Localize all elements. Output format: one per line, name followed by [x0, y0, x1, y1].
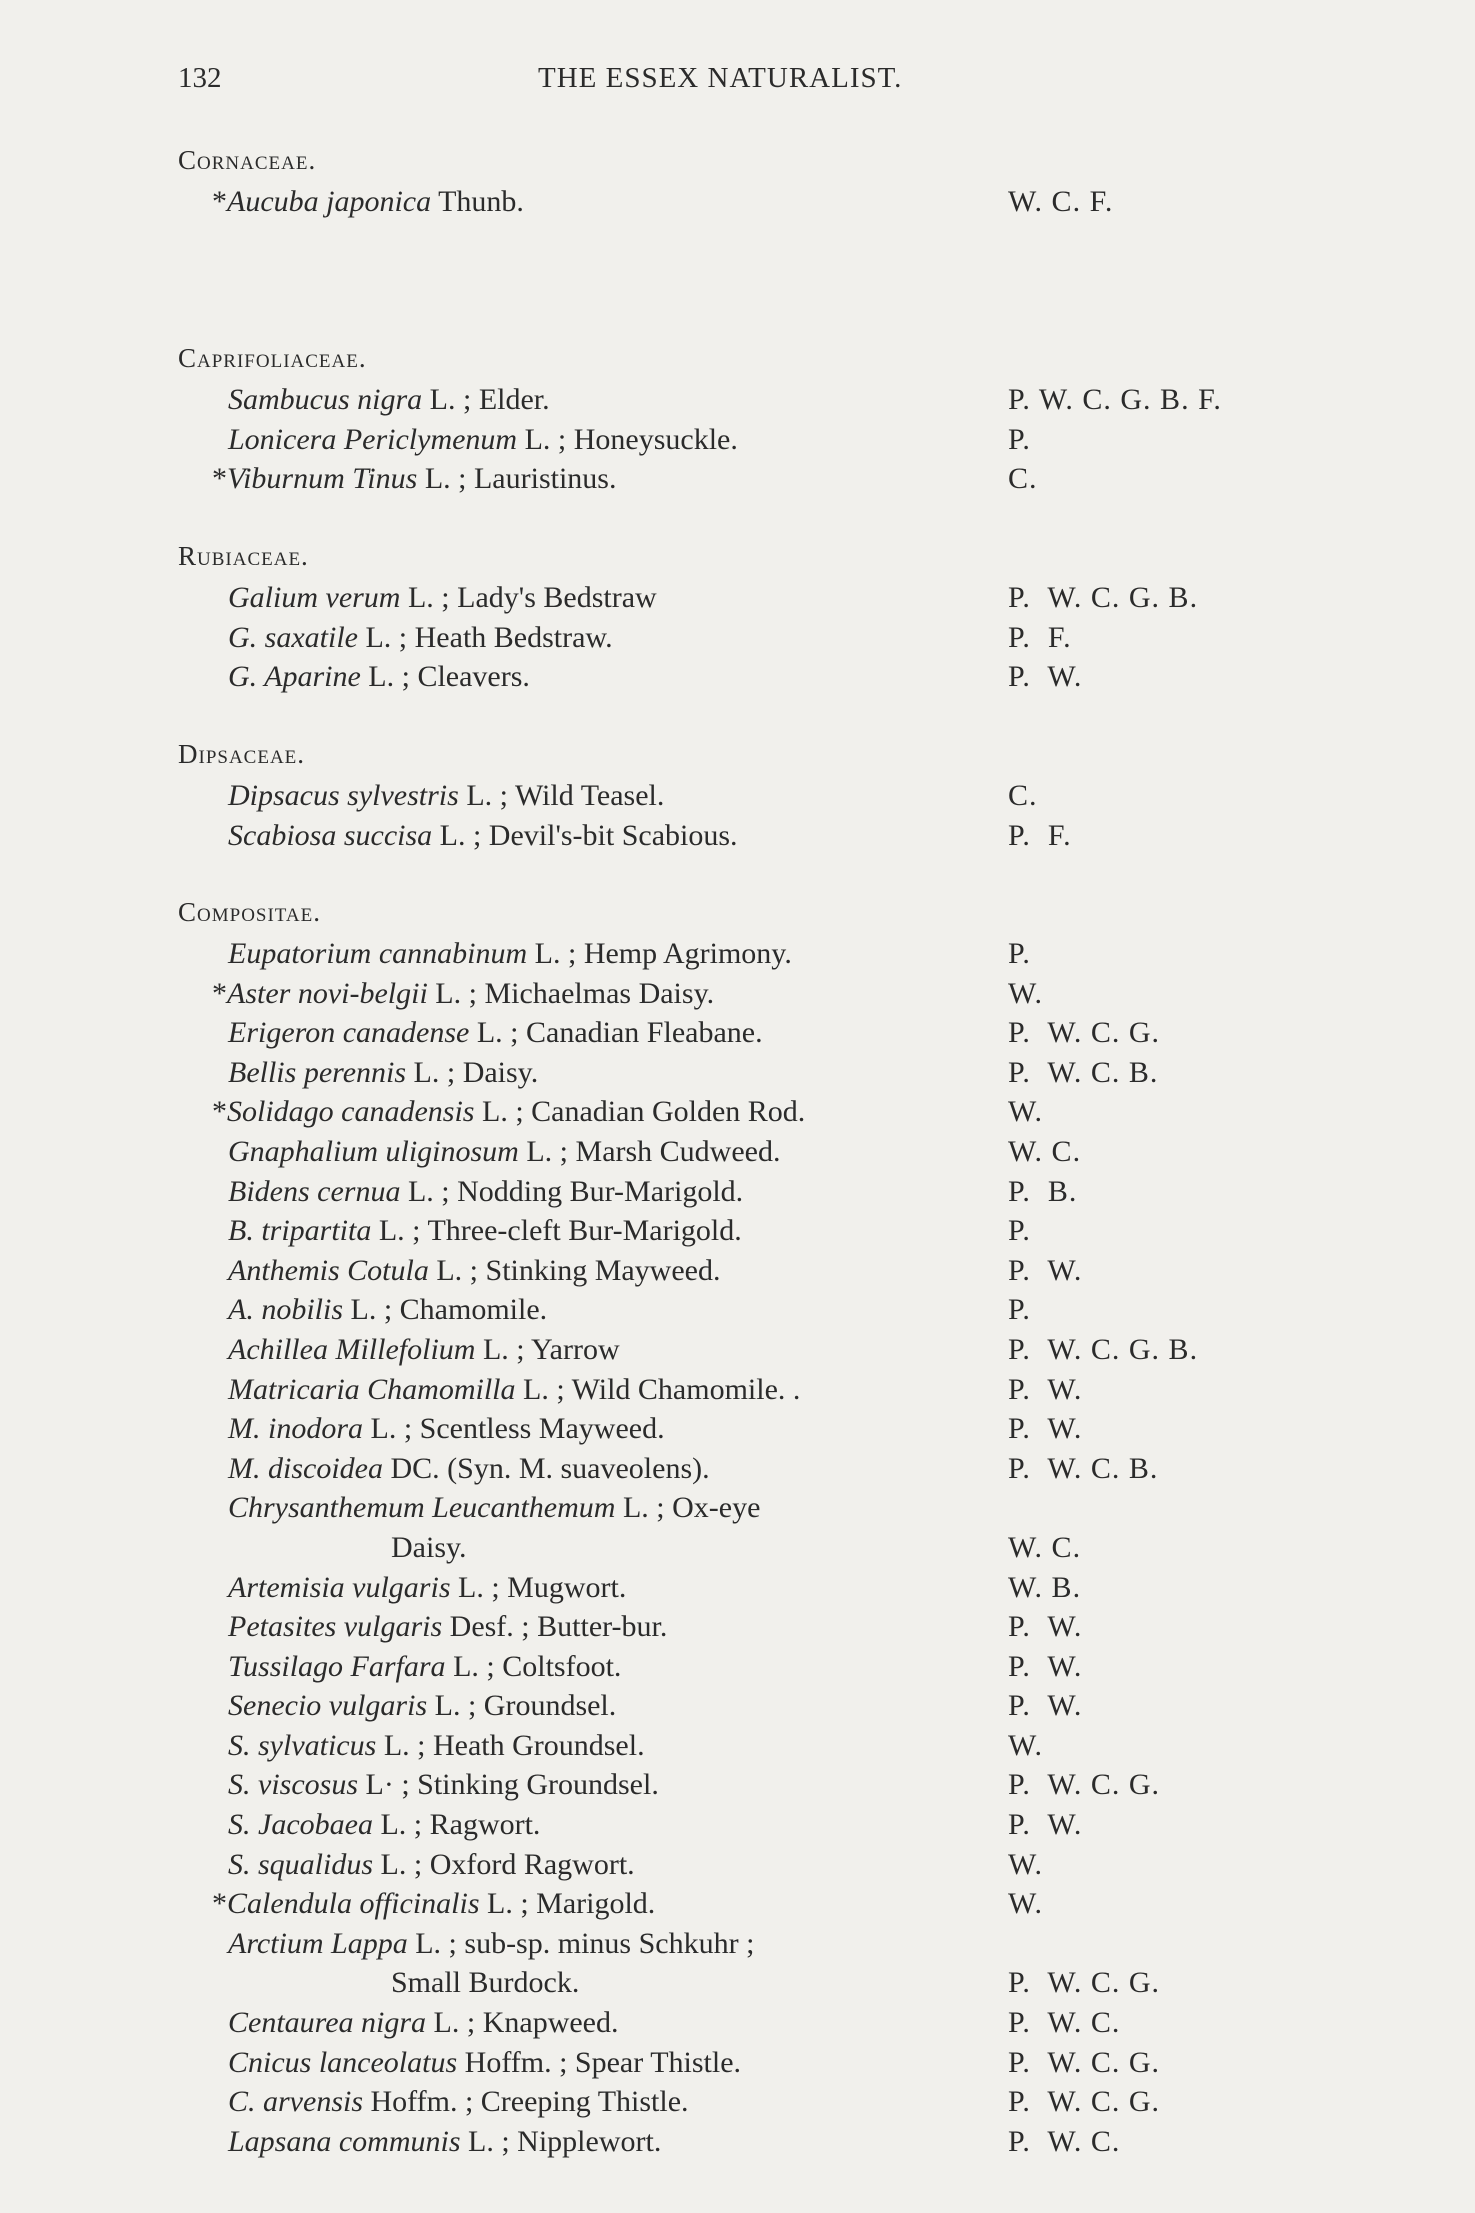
authority-common-name: L. ; Marigold. — [479, 1887, 656, 1921]
species-row — [0, 1370, 1475, 1410]
species-row — [0, 974, 1475, 1014]
species-name — [228, 934, 1008, 974]
page-header — [178, 62, 1178, 112]
locality-codes: P. W. — [1008, 1808, 1083, 1842]
locality-codes: C. — [1008, 462, 1038, 496]
authority-common-name: L. ; Heath Groundsel. — [376, 1728, 645, 1762]
authority-common-name: Thunb. — [431, 185, 524, 218]
species-row — [0, 1330, 1475, 1370]
species-row — [0, 1013, 1475, 1053]
authority-common-name: L. ; Ragwort. — [372, 1808, 541, 1842]
species-row — [0, 1568, 1475, 1608]
locality-codes: P. W. C. G. B. — [1008, 581, 1199, 614]
species-row — [0, 1924, 1475, 2003]
locality-codes: P. — [1008, 422, 1031, 456]
species-name — [228, 1251, 1008, 1291]
species-row — [0, 2043, 1475, 2083]
authority-common-name: L. ; Scentless Mayweed. — [363, 1412, 665, 1446]
authority-common-name: L. ; Oxford Ragwort. — [373, 1847, 635, 1881]
species-name — [228, 1607, 1008, 1647]
binomial: B. tripartita — [228, 1214, 372, 1248]
species-row — [0, 2003, 1475, 2043]
binomial: M. inodora — [228, 1412, 363, 1446]
species-row — [0, 2122, 1475, 2162]
authority-common-name: L· ; Stinking Groundsel. — [358, 1768, 659, 1802]
species-name — [228, 1845, 1008, 1885]
authority-common-name: L. ; Marsh Cudweed. — [518, 1134, 781, 1168]
binomial: Aster novi-belgii — [227, 976, 428, 1010]
authority-common-name: Hoffm. ; Creeping Thistle. — [363, 2085, 689, 2119]
species-name — [228, 618, 1008, 658]
species-name — [212, 182, 992, 222]
species-name — [228, 1924, 1008, 2003]
species-row — [0, 1686, 1475, 1726]
authority-common-name: L. ; Groundsel. — [427, 1689, 617, 1723]
species-row — [0, 1053, 1475, 1093]
authority-common-name: L. ; Coltsfoot. — [445, 1649, 622, 1683]
binomial: Arctium Lappa — [228, 1926, 408, 1960]
locality-codes: W. — [1008, 1887, 1044, 1921]
locality-codes: W. B. — [1008, 1570, 1082, 1604]
name-continuation: Small Burdock. — [391, 1966, 580, 2000]
species-name — [228, 1449, 1008, 1489]
species-name — [228, 1132, 1008, 1172]
locality-codes: P. — [1008, 1214, 1031, 1248]
species-name — [228, 380, 1008, 420]
binomial: S. squalidus — [228, 1847, 374, 1881]
species-name — [228, 1053, 1008, 1093]
binomial: G. saxatile — [228, 620, 358, 654]
authority-common-name: L. ; Michaelmas Daisy. — [427, 976, 715, 1010]
locality-codes: P. W. C. G. — [1008, 2045, 1161, 2079]
authority-common-name: L. ; Wild Chamomile. . — [515, 1372, 801, 1406]
locality-codes: P. — [1008, 1293, 1031, 1327]
species-row — [0, 934, 1475, 974]
species-row — [0, 816, 1475, 856]
locality-codes: W. — [1008, 1847, 1044, 1881]
binomial: Viburnum Tinus — [227, 462, 418, 496]
binomial: Cnicus lanceolatus — [228, 2045, 458, 2079]
binomial: C. arvensis — [228, 2085, 363, 2119]
species-name — [228, 1568, 1008, 1608]
binomial: Scabiosa succisa — [228, 818, 433, 852]
species-name — [228, 420, 1008, 460]
species-row — [0, 1884, 1475, 1924]
species-row — [0, 1647, 1475, 1687]
species-row — [0, 420, 1475, 460]
locality-codes: P. W. C. G. — [1008, 2085, 1161, 2119]
binomial: S. Jacobaea — [228, 1808, 373, 1842]
family-heading: Compositae. — [178, 897, 321, 927]
authority-common-name: L. ; Heath Bedstraw. — [357, 620, 613, 654]
species-row — [0, 1251, 1475, 1291]
authority-common-name: L. ; Mugwort. — [450, 1570, 627, 1604]
family-section — [0, 534, 1475, 732]
binomial: Lonicera Periclymenum — [228, 422, 518, 456]
species-row — [0, 1805, 1475, 1845]
binomial: S. sylvaticus — [228, 1728, 377, 1762]
locality-codes: W. C. — [1008, 1530, 1082, 1564]
locality-codes: P. W. C. G. B. F. — [1008, 383, 1222, 416]
locality-codes: P. W. C. B. — [1008, 1451, 1159, 1485]
authority-common-name: L. ; Yarrow — [475, 1332, 620, 1366]
locality-codes: P. W. C. — [1008, 2006, 1121, 2040]
binomial: Sambucus nigra — [228, 383, 423, 416]
species-name — [228, 1805, 1008, 1845]
binomial: Anthemis Cotula — [228, 1253, 429, 1287]
name-continuation: Daisy. — [391, 1530, 467, 1564]
authority-common-name: L. ; Daisy. — [406, 1055, 539, 1089]
binomial: Calendula officinalis — [227, 1887, 480, 1921]
family-section — [0, 138, 1475, 336]
species-name — [228, 578, 1008, 618]
locality-codes: P. F. — [1008, 818, 1072, 852]
family-heading: Caprifoliaceae. — [178, 343, 367, 373]
authority-common-name: L. ; Hemp Agrimony. — [527, 937, 792, 970]
binomial: Galium verum — [228, 581, 401, 614]
locality-codes: P. W. — [1008, 1253, 1083, 1287]
binomial: Senecio vulgaris — [228, 1689, 428, 1723]
species-row — [0, 1409, 1475, 1449]
authority-common-name: L. ; Chamomile. — [343, 1293, 548, 1327]
species-row — [0, 1845, 1475, 1885]
species-row — [0, 459, 1475, 499]
locality-codes: W. — [1008, 1095, 1044, 1129]
binomial: Gnaphalium uliginosum — [228, 1134, 519, 1168]
species-name — [228, 1172, 1008, 1212]
authority-common-name: L. ; Lady's Bedstraw — [400, 581, 657, 614]
binomial: Matricaria Chamomilla — [228, 1372, 516, 1406]
authority-common-name: L. ; Devil's-bit Scabious. — [432, 818, 738, 852]
locality-codes: W. — [1008, 976, 1044, 1010]
binomial: Dipsacus sylvestris — [228, 779, 459, 812]
authority-common-name: L. ; Elder. — [422, 383, 550, 416]
binomial: M. discoidea — [228, 1451, 383, 1485]
locality-codes: P. W. — [1008, 1412, 1083, 1446]
binomial: Lapsana communis — [228, 2124, 461, 2158]
locality-codes: P. W. C. G. B. — [1008, 1332, 1199, 1366]
binomial: Aucuba japonica — [227, 185, 432, 218]
binomial: Centaurea nigra — [228, 2006, 427, 2040]
species-row — [0, 1607, 1475, 1647]
species-name — [228, 2003, 1008, 2043]
binomial: Bidens cernua — [228, 1174, 401, 1208]
binomial: Tussilago Farfara — [228, 1649, 446, 1683]
binomial: Artemisia vulgaris — [228, 1570, 451, 1604]
locality-codes: P. F. — [1008, 620, 1072, 654]
locality-codes: P. W. — [1008, 1372, 1083, 1406]
species-row — [0, 618, 1475, 658]
binomial: Eupatorium cannabinum — [228, 937, 528, 970]
binomial: Erigeron canadense — [228, 1016, 470, 1050]
species-name — [212, 459, 992, 499]
introduced-marker: * — [212, 1095, 227, 1129]
family-heading: Rubiaceae. — [178, 541, 309, 571]
species-name — [212, 1884, 992, 1924]
species-name — [228, 1647, 1008, 1687]
binomial: S. viscosus — [228, 1768, 358, 1802]
authority-common-name: L. ; Canadian Golden Rod. — [474, 1095, 806, 1129]
locality-codes: P. W. — [1008, 1649, 1083, 1683]
locality-codes: P. W. C. G. — [1008, 1768, 1161, 1802]
authority-common-name: DC. (Syn. M. suaveolens). — [382, 1451, 710, 1485]
species-name — [228, 1686, 1008, 1726]
species-row — [0, 1488, 1475, 1567]
species-name — [228, 1409, 1008, 1449]
introduced-marker: * — [212, 462, 227, 496]
authority-common-name: L. ; Wild Teasel. — [458, 779, 665, 812]
species-row — [0, 1172, 1475, 1212]
species-row — [0, 1132, 1475, 1172]
locality-codes: P. W. C. B. — [1008, 1055, 1159, 1089]
binomial: G. Aparine — [228, 660, 361, 694]
locality-codes: P. — [1008, 937, 1031, 970]
locality-codes: P. W. — [1008, 1610, 1083, 1644]
authority-common-name: L. ; Honeysuckle. — [517, 422, 738, 456]
species-row — [0, 380, 1475, 420]
locality-codes: C. — [1008, 779, 1038, 812]
authority-common-name: L. ; Canadian Fleabane. — [469, 1016, 763, 1050]
page-number: 132 — [178, 62, 222, 94]
species-name — [228, 1211, 1008, 1251]
species-row — [0, 1211, 1475, 1251]
authority-common-name: L. ; Three-cleft Bur-Marigold. — [371, 1214, 742, 1248]
binomial: Petasites vulgaris — [228, 1610, 443, 1644]
authority-common-name: Hoffm. ; Spear Thistle. — [457, 2045, 742, 2079]
authority-common-name: L. ; Lauristinus. — [417, 462, 617, 496]
family-heading: Dipsaceae. — [178, 739, 306, 769]
locality-codes: P. W. C. — [1008, 2124, 1121, 2158]
species-name — [228, 1765, 1008, 1805]
species-name — [212, 974, 992, 1014]
species-row — [0, 2082, 1475, 2122]
species-row — [0, 1290, 1475, 1330]
species-row — [0, 1092, 1475, 1132]
binomial: Solidago canadensis — [227, 1095, 475, 1129]
authority-common-name: L. ; sub-sp. minus Schkuhr ; — [407, 1926, 755, 1960]
species-name — [228, 776, 1008, 816]
species-row — [0, 1726, 1475, 1766]
family-section — [0, 890, 1475, 2158]
species-name — [228, 2082, 1008, 2122]
binomial: Achillea Millefolium — [228, 1332, 476, 1366]
locality-codes: W. C. F. — [1008, 185, 1114, 218]
authority-common-name: L. ; Stinking Mayweed. — [428, 1253, 721, 1287]
family-section — [0, 336, 1475, 534]
species-name — [228, 1290, 1008, 1330]
species-row — [0, 657, 1475, 697]
species-name — [228, 1013, 1008, 1053]
authority-common-name: L. ; Nipplewort. — [460, 2124, 662, 2158]
introduced-marker: * — [212, 1887, 227, 1921]
species-name — [228, 1330, 1008, 1370]
introduced-marker: * — [212, 976, 227, 1010]
species-name — [228, 1370, 1008, 1410]
locality-codes: W. — [1008, 1728, 1044, 1762]
locality-codes: P. W. — [1008, 1689, 1083, 1723]
authority-common-name: L. ; Ox-eye — [615, 1491, 761, 1525]
binomial: Bellis perennis — [228, 1055, 407, 1089]
species-name — [228, 1726, 1008, 1766]
species-name — [228, 1488, 1008, 1567]
species-row — [0, 1765, 1475, 1805]
introduced-marker: * — [212, 185, 227, 218]
species-row — [0, 776, 1475, 816]
locality-codes: P. W. C. G. — [1008, 1016, 1161, 1050]
locality-codes: W. C. — [1008, 1134, 1082, 1168]
species-name — [228, 2043, 1008, 2083]
authority-common-name: Desf. ; Butter-bur. — [442, 1610, 668, 1644]
binomial: A. nobilis — [228, 1293, 344, 1327]
binomial: Chrysanthemum Leucanthemum — [228, 1491, 616, 1525]
authority-common-name: L. ; Nodding Bur-Marigold. — [400, 1174, 744, 1208]
running-title: THE ESSEX NATURALIST. — [538, 62, 903, 94]
species-row — [0, 578, 1475, 618]
species-name — [228, 816, 1008, 856]
locality-codes: P. W. — [1008, 660, 1083, 694]
species-name — [212, 1092, 992, 1132]
family-heading: Cornaceae. — [178, 145, 317, 175]
locality-codes: P. W. C. G. — [1008, 1966, 1161, 2000]
species-row — [0, 182, 1475, 222]
species-row — [0, 1449, 1475, 1489]
species-name — [228, 2122, 1008, 2162]
locality-codes: P. B. — [1008, 1174, 1078, 1208]
species-name — [228, 657, 1008, 697]
authority-common-name: L. ; Knapweed. — [426, 2006, 619, 2040]
authority-common-name: L. ; Cleavers. — [360, 660, 530, 694]
